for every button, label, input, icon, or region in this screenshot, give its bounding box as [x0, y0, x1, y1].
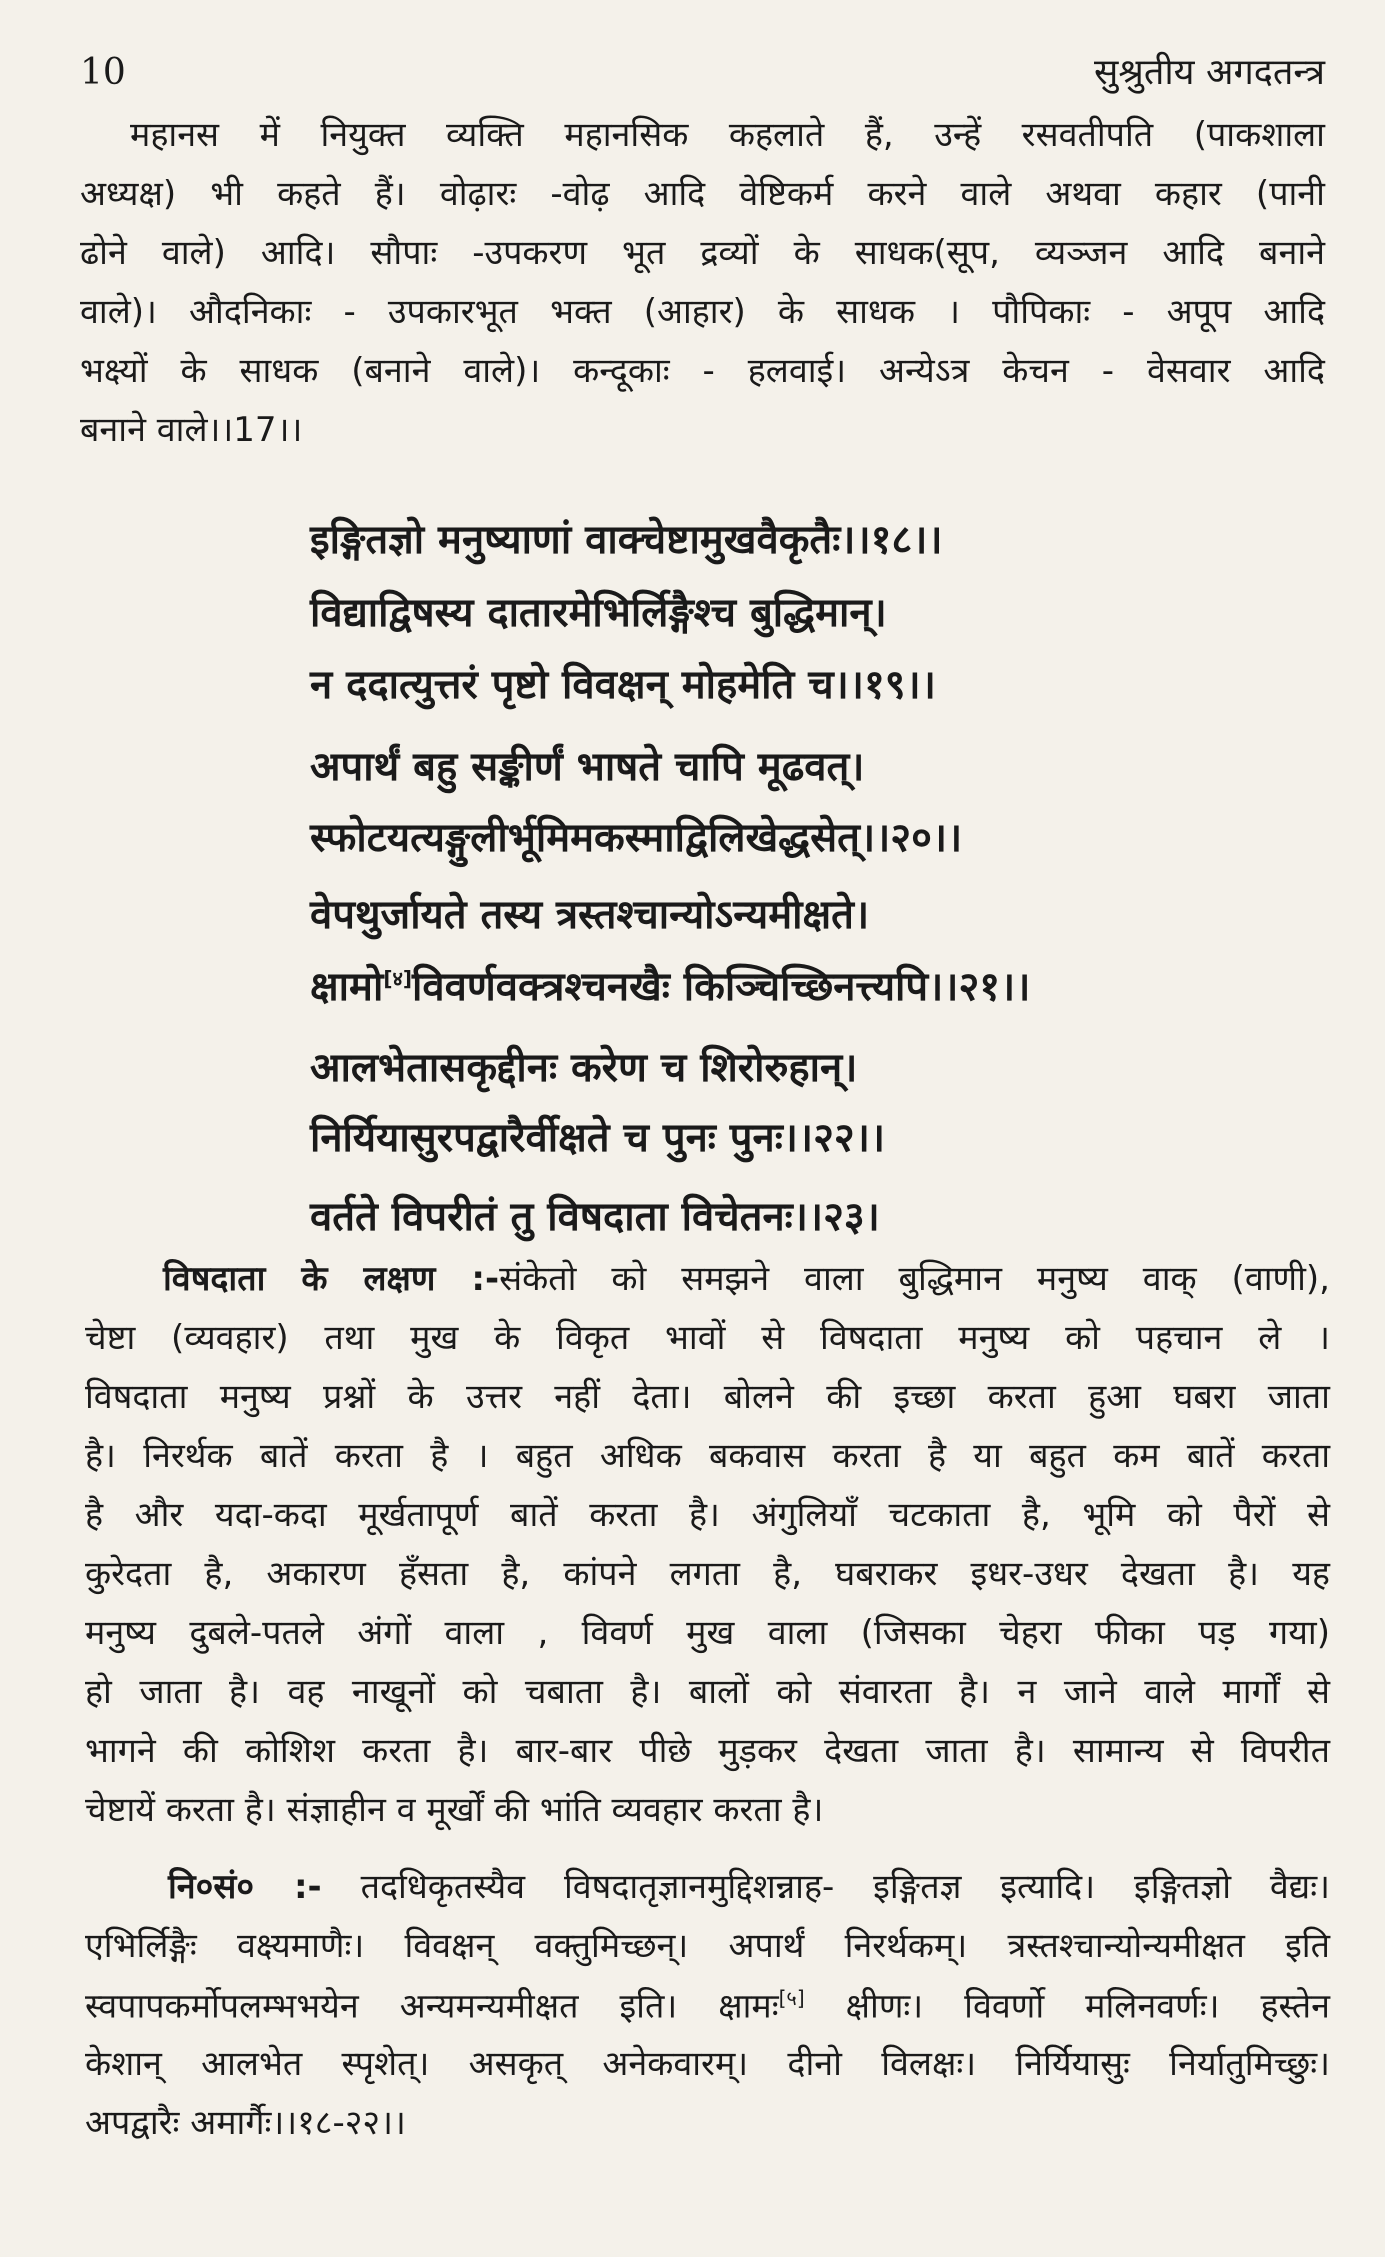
footnote-marker: [४]: [383, 966, 413, 991]
nibandha-line: [85, 1988, 1330, 2047]
lakshan-line: है और यदा-कदा मूर्खतापूर्ण बातें करता है। अंगुलियाँ चटकाता है, भूमि को पैरों से: [85, 1495, 1330, 1535]
verse-word: क्षामो: [310, 964, 384, 1010]
lakshan-line: है। निरर्थक बातें करता है । बहुत अधिक बकवास करता है या बहुत कम बातें करता: [85, 1436, 1330, 1476]
nibandha-line: एभिर्लिङ्गैः वक्ष्यमाणैः। विवक्षन् वक्तुमिच्छन्। अपार्थं निरर्थकम्। त्रस्तश्चान्योन्यमीक्षत इति: [85, 1926, 1330, 1966]
nibandha-line: अपद्वारैः अमार्गैः।।१८-२२।।: [85, 2103, 406, 2143]
lakshan-line: कुरेदता है, अकारण हँसता है, कांपने लगता है, घबराकर इधर-उधर देखता है। यह: [85, 1554, 1330, 1594]
nibandha-text: स्वपापकर्मोपलम्भभयेन अन्यमन्यमीक्षत इति। क्षामः: [85, 1986, 779, 2027]
lakshan-line: चेष्टायें करता है। संज्ञाहीन व मूर्खों की भांति व्यवहार करता है।: [85, 1790, 824, 1830]
nibandha-line: केशान् आलभेत स्पृशेत्। असकृत् अनेकवारम्। दीनो विलक्षः। निर्यियासुः निर्यातुमिच्छुः।: [85, 2044, 1330, 2084]
lakshan-line: हो जाता है। वह नाखूनों को चबाता है। बालों को संवारता है। न जाने वाले मार्गों से: [85, 1672, 1330, 1712]
verse-word: विवर्णवक्त्रश्चनखैः किञ्चिच्छिनत्त्यपि।।२१।।: [412, 964, 1031, 1010]
intro-line: भक्ष्यों के साधक (बनाने वाले)। कन्दूकाः - हलवाई। अन्येऽत्र केचन - वेसवार आदि: [80, 351, 1325, 391]
verse-line: आलभेतासकृद्दीनः करेण च शिरोरुहान्।: [310, 1045, 858, 1091]
footnote-marker: [५]: [778, 1986, 805, 2010]
intro-line: वाले)। औदनिकाः - उपकारभूत भक्त (आहार) के साधक । पौपिकाः - अपूप आदि: [80, 292, 1325, 332]
nibandha-text: क्षीणः। विवर्णो मलिनवर्णः। हस्तेन: [804, 1986, 1330, 2027]
lakshan-line: भागने की कोशिश करता है। बार-बार पीछे मुड़कर देखता जाता है। सामान्य से विपरीत: [85, 1731, 1330, 1771]
lakshan-line: मनुष्य दुबले-पतले अंगों वाला , विवर्ण मुख वाला (जिसका चेहरा फीका पड़ गया): [85, 1613, 1330, 1653]
running-title: सुश्रुतीय अगदतन्त्र: [1094, 52, 1325, 93]
intro-line: बनाने वाले।।17।।: [80, 410, 303, 450]
verse-line: वेपथुर्जायते तस्य त्रस्तश्चान्योऽन्यमीक्षते।: [310, 892, 870, 938]
lakshan-paragraph: [85, 1259, 1330, 1852]
nibandha-paragraph: [85, 1867, 1330, 2165]
verse-line: विद्याद्विषस्य दातारमेभिर्लिङ्गैश्च बुद्धिमान्।: [310, 590, 887, 636]
intro-paragraph: [80, 115, 1325, 472]
lakshan-heading: विषदाता के लक्षण :-: [163, 1259, 500, 1299]
nibandha-text: तदधिकृतस्यैव विषदातृज्ञानमुद्दिशन्नाह- इङ्गितज्ञ इत्यादि। इङ्गितज्ञो वैद्यः।: [360, 1867, 1330, 1907]
verse-line: निर्यियासुरपद्वारैर्वीक्षते च पुनः पुनः।।२२।।: [310, 1115, 886, 1161]
lakshan-line: विषदाता मनुष्य प्रश्नों के उत्तर नहीं देता। बोलने की इच्छा करता हुआ घबरा जाता: [85, 1377, 1330, 1417]
intro-line: अध्यक्ष) भी कहते हैं। वोढ़ारः -वोढ़ आदि वेष्टिकर्म करने वाले अथवा कहार (पानी: [80, 174, 1325, 214]
verse-line: [310, 964, 1031, 1010]
nibandha-line: [85, 1867, 1330, 1929]
page-number: 10: [80, 52, 126, 93]
lakshan-text: संकेतो को समझने वाला बुद्धिमान मनुष्य वाक् (वाणी),: [499, 1259, 1330, 1299]
intro-line: महानस में नियुक्त व्यक्ति महानसिक कहलाते हैं, उन्हें रसवतीपति (पाकशाला: [130, 115, 1325, 155]
verse-line: इङ्गितज्ञो मनुष्याणां वाक्चेष्टामुखवैकृतैः।।१८।।: [310, 517, 943, 563]
lakshan-line: चेष्टा (व्यवहार) तथा मुख के विकृत भावों से विषदाता मनुष्य को पहचान ले ।: [85, 1318, 1330, 1358]
verse-line: न ददात्युत्तरं पृष्टो विवक्षन् मोहमेति च।।१९।।: [310, 662, 936, 708]
verse-line: वर्तते विपरीतं तु विषदाता विचेतनः।।२३।: [310, 1194, 880, 1240]
verse-line: अपार्थं बहु सङ्कीर्णं भाषते चापि मूढवत्।: [310, 744, 865, 790]
verse-line: स्फोटयत्यङ्गुलीर्भूमिमकस्माद्विलिखेद्धसेत्।।२०।।: [310, 815, 963, 861]
nibandha-heading: नि०सं० :-: [168, 1867, 322, 1907]
intro-line: ढोने वाले) आदि। सौपाः -उपकरण भूत द्रव्यों के साधक(सूप, व्यञ्जन आदि बनाने: [80, 233, 1325, 273]
lakshan-line: [85, 1259, 1330, 1321]
